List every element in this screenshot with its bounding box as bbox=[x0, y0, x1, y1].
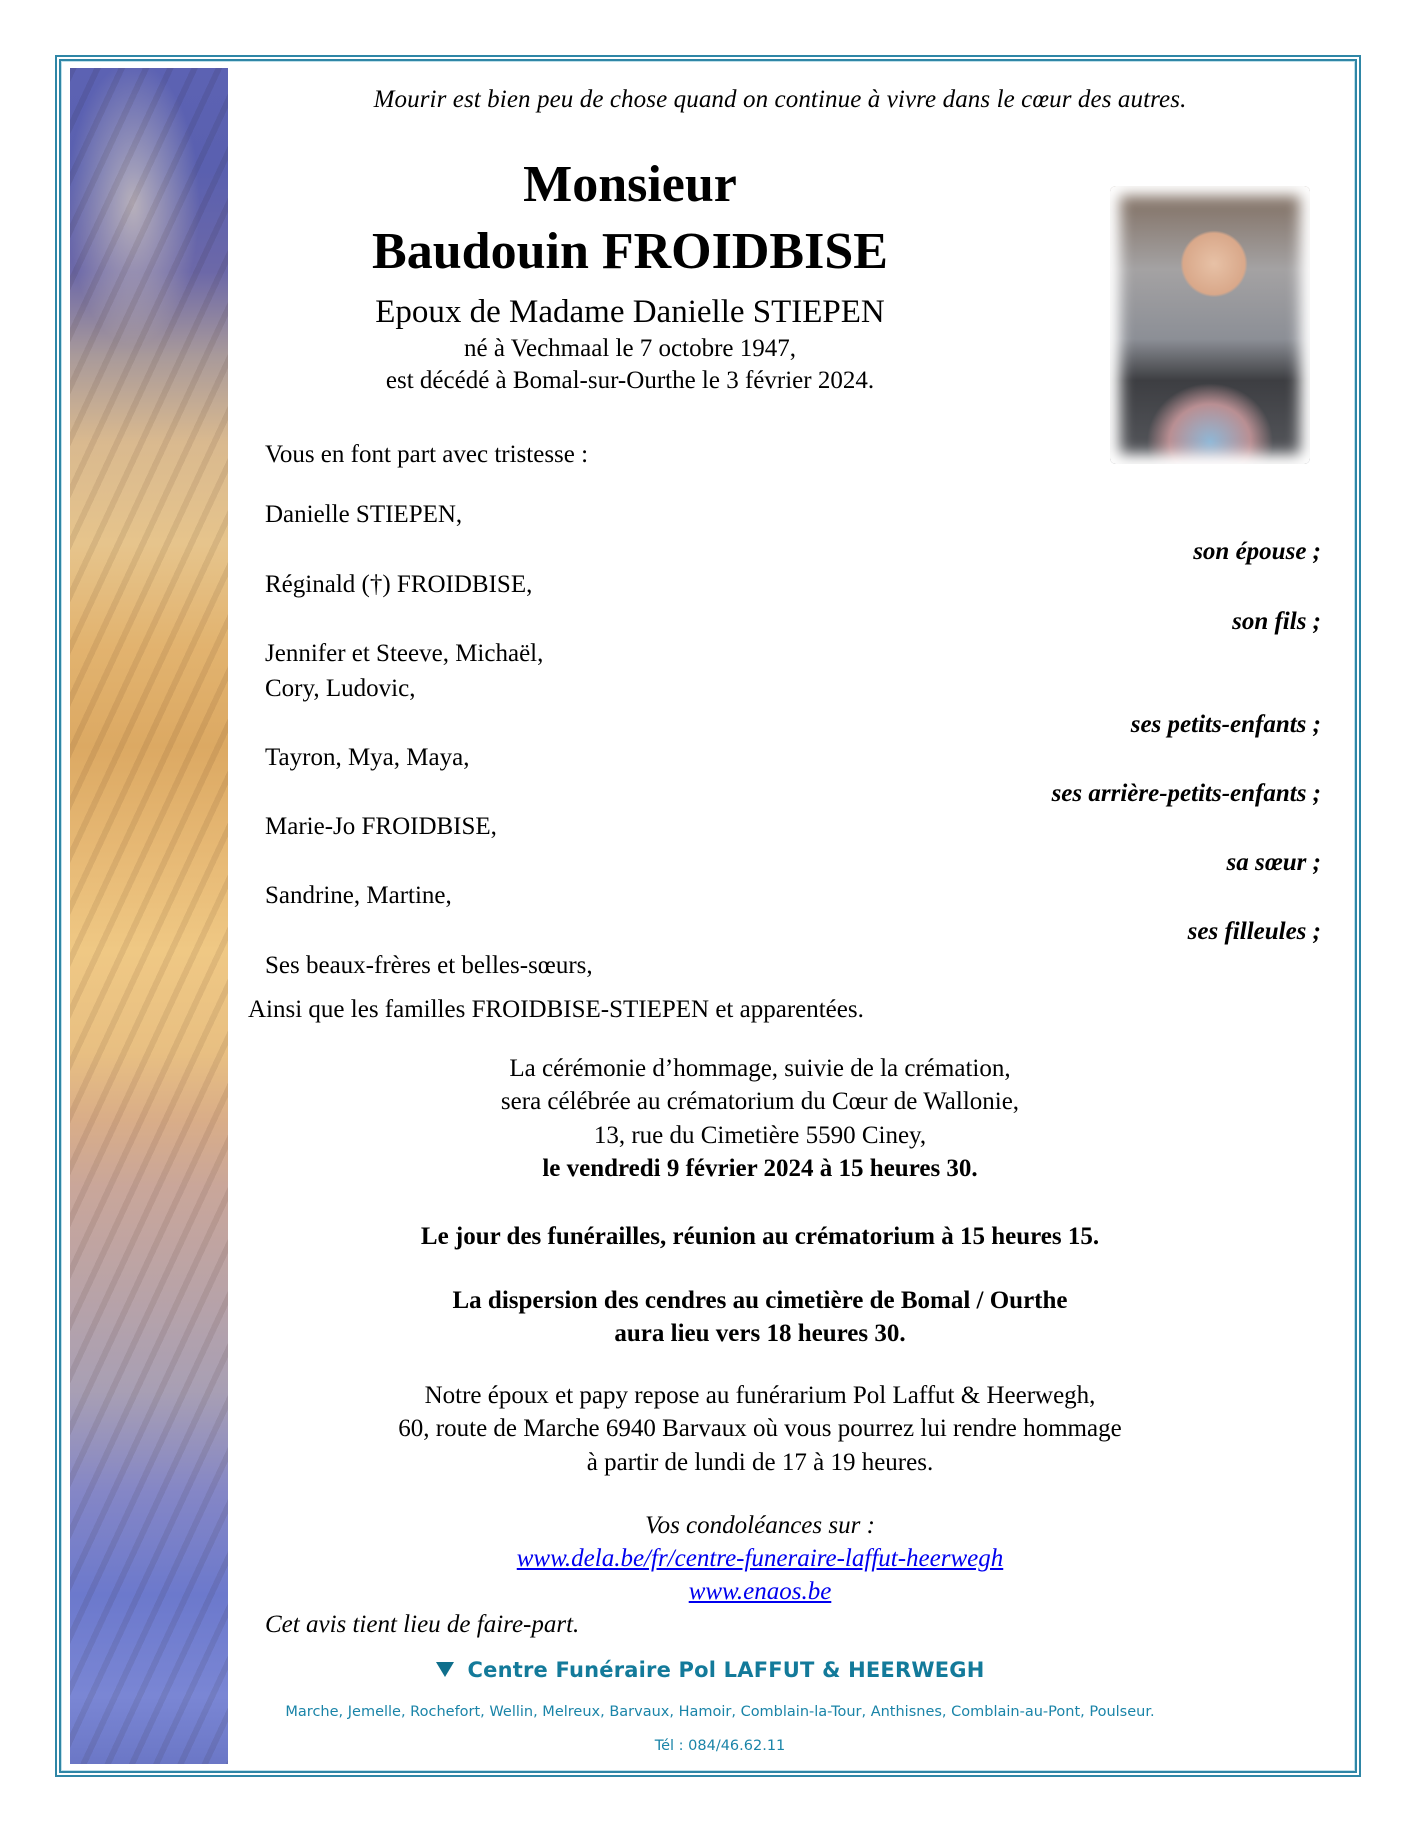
condolences-label: Vos condoléances sur : bbox=[645, 1512, 875, 1539]
in-laws-line: Ses beaux-frères et belles-sœurs, bbox=[265, 952, 593, 979]
family-name: Sandrine, Martine, bbox=[265, 882, 452, 909]
meeting-notice: Le jour des funérailles, réunion au crématorium à 15 heures 15. bbox=[420, 1223, 1100, 1250]
family-relation: ses arrière-petits-enfants ; bbox=[1051, 780, 1321, 807]
triangle-down-icon bbox=[436, 1662, 454, 1677]
family-name: Cory, Ludovic, bbox=[265, 675, 416, 702]
condolences-link-enaos[interactable]: www.enaos.be bbox=[688, 1578, 832, 1605]
family-name: Tayron, Mya, Maya, bbox=[265, 744, 470, 771]
dispersion-line-2: aura lieu vers 18 heures 30. bbox=[614, 1320, 906, 1347]
families-line: Ainsi que les familles FROIDBISE-STIEPEN et apparentées. bbox=[248, 996, 864, 1023]
dispersion-line-1: La dispersion des cendres au cimetière de Bomal / Ourthe bbox=[452, 1287, 1068, 1314]
family-name: Jennifer et Steeve, Michaël, bbox=[265, 640, 544, 667]
family-relation: ses petits-enfants ; bbox=[1130, 711, 1321, 738]
funeral-home-phone: Tél : 084/46.62.11 bbox=[654, 1738, 786, 1754]
family-name: Marie-Jo FROIDBISE, bbox=[265, 813, 497, 840]
family-relation: son épouse ; bbox=[1193, 538, 1321, 565]
notice-line: Cet avis tient lieu de faire-part. bbox=[265, 1611, 580, 1638]
ceremony-line-1: La cérémonie d’hommage, suivie de la crémation, bbox=[509, 1055, 1011, 1082]
funeral-home-name: Centre Funéraire Pol LAFFUT & HEERWEGH bbox=[467, 1658, 985, 1682]
family-name: Réginald (†) FROIDBISE, bbox=[265, 571, 533, 598]
ceremony-address: 13, rue du Cimetière 5590 Ciney, bbox=[593, 1122, 927, 1149]
portrait-photo bbox=[1110, 186, 1310, 464]
funeral-home-title bbox=[280, 1658, 1140, 1682]
rest-line-2: 60, route de Marche 6940 Barvaux où vous pourrez lui rendre hommage bbox=[398, 1415, 1122, 1442]
family-name: Danielle STIEPEN, bbox=[265, 501, 463, 528]
ceremony-line-2: sera célébrée au crématorium du Cœur de Wallonie, bbox=[500, 1088, 1020, 1115]
rest-line-3: à partir de lundi de 17 à 19 heures. bbox=[586, 1449, 934, 1476]
epigraph-quote: Mourir est bien peu de chose quand on continue à vivre dans le cœur des autres. bbox=[373, 86, 1187, 113]
family-relation: ses filleules ; bbox=[1187, 918, 1321, 945]
funeral-home-towns: Marche, Jemelle, Rochefort, Wellin, Melreux, Barvaux, Hamoir, Comblain-la-Tour, Anthisnes, Comblain-au-Pont, Poulseur. bbox=[285, 1704, 1155, 1720]
family-relation: son fils ; bbox=[1232, 608, 1321, 635]
honorific: Monsieur bbox=[523, 156, 737, 213]
rest-line-1: Notre époux et papy repose au funérarium Pol Laffut & Heerwegh, bbox=[424, 1382, 1096, 1409]
condolences-link-dela[interactable]: www.dela.be/fr/centre-funeraire-laffut-heerwegh bbox=[516, 1545, 1004, 1572]
birth-line: né à Vechmaal le 7 octobre 1947, bbox=[463, 335, 797, 362]
winter-landscape-image bbox=[70, 68, 228, 1764]
deceased-name: Baudouin FROIDBISE bbox=[372, 223, 888, 280]
death-line: est décédé à Bomal-sur-Ourthe le 3 février 2024. bbox=[385, 367, 875, 394]
spouse-line: Epoux de Madame Danielle STIEPEN bbox=[375, 294, 885, 330]
family-relation: sa sœur ; bbox=[1226, 849, 1321, 876]
announcement-intro: Vous en font part avec tristesse : bbox=[265, 441, 589, 468]
ceremony-date: le vendredi 9 février 2024 à 15 heures 30. bbox=[542, 1155, 978, 1182]
